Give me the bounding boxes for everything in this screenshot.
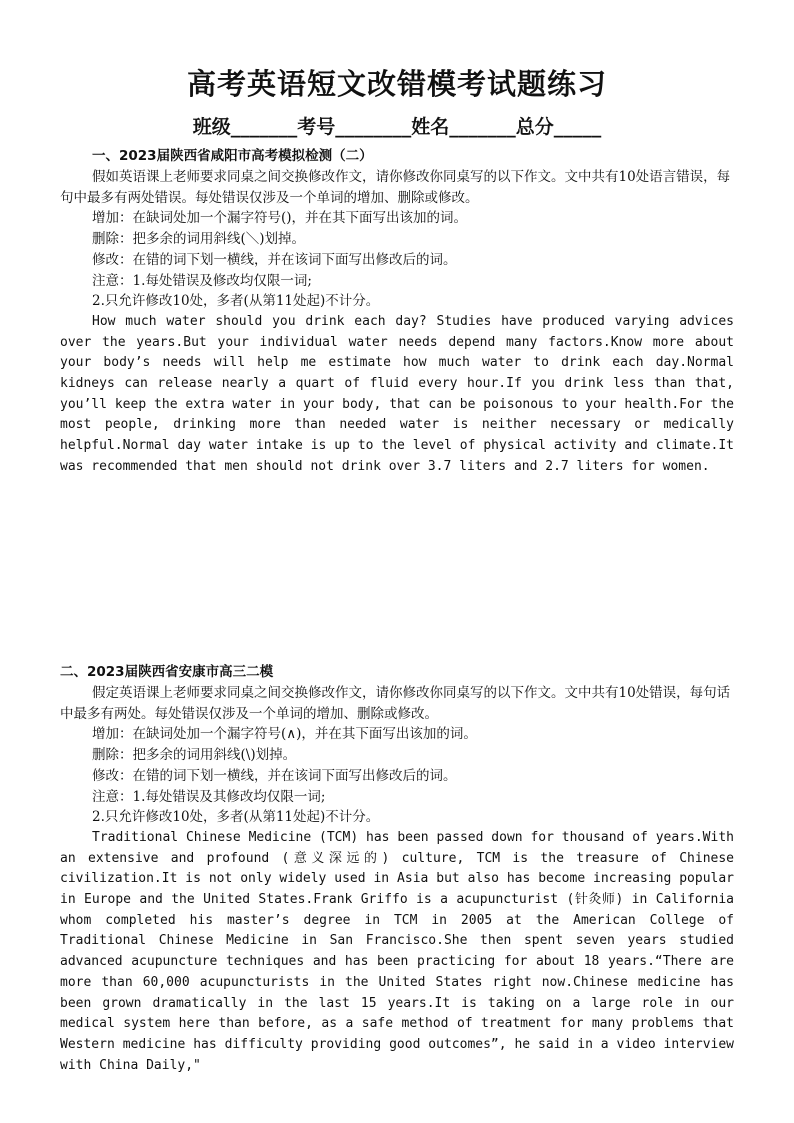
note-2: 2.只允许修改10处，多者(从第11处起)不计分。: [92, 809, 380, 826]
exercise-section-2: [60, 662, 734, 1076]
rule-add: 增加：在缺词处加一个漏字符号()，并在其下面写出该加的词。: [92, 210, 468, 227]
student-info-line: 班级_______考号________姓名_______总分_____: [192, 116, 602, 138]
note-1: 注意：1.每处错误及修改均仅限一词;: [92, 272, 312, 289]
rule-modify: 修改：在错的词下划一横线，并在该词下面写出修改后的词。: [92, 251, 457, 268]
exercise-section-1: [60, 146, 734, 478]
page-title: 高考英语短文改错模考试题练习: [186, 67, 607, 101]
section-heading: 一、2023届陕西省咸阳市高考模拟检测（二）: [92, 148, 373, 164]
passage-text: Traditional Chinese Medicine (TCM) has been passed down for thousand of years.With an extensive and profound (意义深远的) culture, TCM is the treasure of Chinese civilization.It is not only widely used in Asia but also has become increasing popular in Europe and the United States.Frank Griffo is a acupuncturist (针灸师) in California whom completed his master’s degree in TCM in 2005 at the American College of Traditional Chinese Medicine in San Francisco.She then spent seven years studied advanced acupuncture techniques and has been practicing for about 18 years.“There are more than 60,000 acupuncturists in the United States right now.Chinese medicine has been grown dramatically in the last 15 years.It is taking on a large role in our medical system here than before, as a safe method of treatment for many problems that Western medicine has difficulty providing good outcomes”, he said in a video interview with China Daily,": [60, 829, 734, 1073]
rule-add: 增加：在缺词处加一个漏字符号(∧)，并在其下面写出该加的词。: [92, 726, 477, 743]
note-2: 2.只允许修改10处，多者(从第11处起)不计分。: [92, 293, 380, 310]
note-1: 注意：1.每处错误及其修改均仅限一词;: [92, 788, 326, 805]
passage-text: How much water should you drink each day? Studies have produced varying advices over the years.But your individual water needs depend many factors.Know more about your body’s needs will help me estimate how much water to drink each day.Normal kidneys can release nearly a quart of fluid every hour.If you drink less than that, you’ll keep the extra water in your body, that can be poisonous to your health.For the most people, drinking more than needed water is neither necessary or medically helpful.Normal day water intake is up to the level of physical activity and climate.It was recommended that men should not drink over 3.7 liters and 2.7 liters for women.: [60, 313, 734, 474]
rule-delete: 删除：把多余的词用斜线(\)划掉。: [92, 747, 297, 764]
instruction-intro: 假如英语课上老师要求同桌之间交换修改作文，请你修改你同桌写的以下作文。文中共有10处语言错误，每句中最多有两处错误。每处错误仅涉及一个单词的增加、删除或修改。: [60, 169, 731, 206]
rule-modify: 修改：在错的词下划一横线，并在该词下面写出修改后的词。: [92, 767, 457, 784]
instruction-intro: 假定英语课上老师要求同桌之间交换修改作文，请你修改你同桌写的以下作文。文中共有10处错误，每句话中最多有两处。每处错误仅涉及一个单词的增加、删除或修改。: [60, 685, 731, 722]
section-heading: 二、2023届陕西省安康市高三二模: [60, 664, 274, 680]
rule-delete: 删除：把多余的词用斜线(＼)划掉。: [92, 231, 306, 248]
